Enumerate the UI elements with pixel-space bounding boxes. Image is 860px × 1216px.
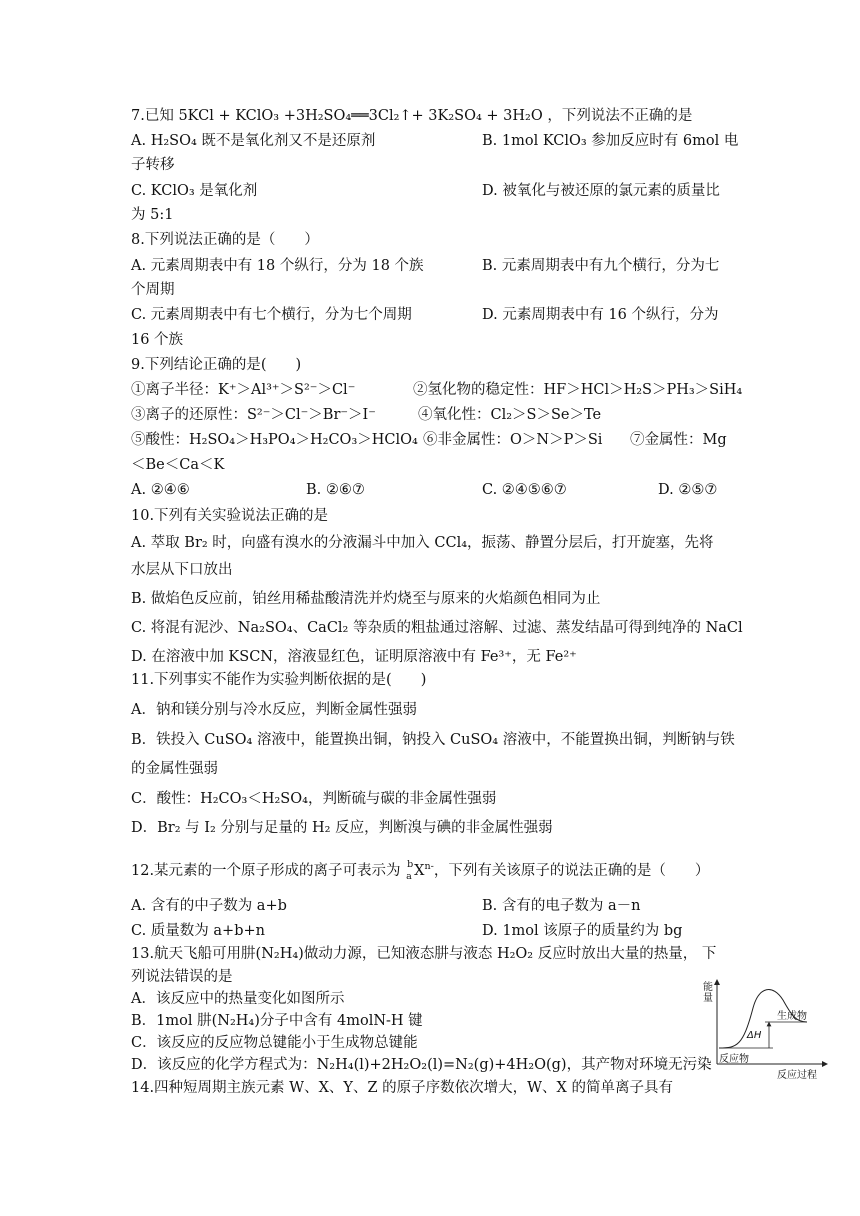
q11-option-d: D．Br₂ 与 I₂ 分别与足量的 H₂ 反应，判断溴与碘的非金属性强弱 <box>131 820 553 836</box>
q9-statement-7: ⑦金属性：Mg <box>630 432 727 448</box>
q10-option-b: B. 做焰色反应前，铂丝用稀盐酸清洗并灼烧至与原来的火焰颜色相同为止 <box>131 591 601 607</box>
q8-option-c: C. 元素周期表中有七个横行，分为七个周期 <box>131 307 412 323</box>
q11-option-b: B．铁投入 CuSO₄ 溶液中，能置换出铜，钠投入 CuSO₄ 溶液中，不能置换出铜，判断钠与铁 <box>131 732 735 748</box>
q9-option-a: A. ②④⑥ <box>131 482 190 498</box>
reactant-label: 反应物 <box>719 1054 749 1065</box>
q12-option-d: D. 1mol 该原子的质量约为 bg <box>482 923 683 939</box>
q12-stem-after: ，下列有关该原子的说法正确的是（ ） <box>433 863 710 879</box>
q9-statement-1: ①离子半径：K⁺＞Al³⁺＞S²⁻＞Cl⁻ <box>131 382 356 398</box>
q9-stem: 9.下列结论正确的是( ) <box>131 357 302 373</box>
q8-option-a: A. 元素周期表中有 18 个纵行，分为 18 个族 <box>131 258 424 274</box>
q8-option-d: D. 元素周期表中有 16 个纵行，分为 <box>482 307 719 323</box>
q9-statement-6: ⑥非金属性：O＞N＞P＞Si <box>423 432 603 448</box>
q8-option-b-cont: 个周期 <box>131 282 175 298</box>
q7-option-d-cont: 为 5:1 <box>131 207 174 223</box>
q11-option-a: A．钠和镁分别与冷水反应，判断金属性强弱 <box>131 702 417 718</box>
q7-option-a: A. H₂SO₄ 既不是氧化剂又不是还原剂 <box>131 133 376 149</box>
q12-isotope-notation <box>405 861 414 881</box>
q7-option-c: C. KClO₃ 是氧化剂 <box>131 183 258 199</box>
delta-h-label: ΔH <box>747 1030 762 1041</box>
q9-statement-2: ②氢化物的稳定性：HF＞HCl＞H₂S＞PH₃＞SiH₄ <box>413 382 743 398</box>
q8-option-d-cont: 16 个族 <box>131 332 184 348</box>
q12-stem <box>131 861 709 881</box>
x-axis-label: 反应过程 <box>777 1070 817 1081</box>
q12-option-b: B. 含有的电子数为 a－n <box>482 898 641 914</box>
q12-option-c: C. 质量数为 a+b+n <box>131 923 265 939</box>
q10-stem: 10.下列有关实验说法正确的是 <box>131 508 329 524</box>
q13-option-b: B．1mol 肼(N₂H₄)分子中含有 4molN-H 键 <box>131 1013 423 1029</box>
q9-option-c: C. ②④⑤⑥⑦ <box>482 482 567 498</box>
q13-stem-cont: 列说法错误的是 <box>131 969 233 985</box>
q12-ion-charge: n- <box>424 861 434 873</box>
q7-option-d: D. 被氧化与被还原的氯元素的质量比 <box>482 183 720 199</box>
q9-option-d: D. ②⑤⑦ <box>658 482 718 498</box>
q10-option-a: A. 萃取 Br₂ 时，向盛有溴水的分液漏斗中加入 CCl₄，振荡、静置分层后，打开旋塞，先将 <box>131 535 714 551</box>
q8-stem: 8.下列说法正确的是（ ） <box>131 232 319 248</box>
q13-option-a: A．该反应中的热量变化如图所示 <box>131 991 345 1007</box>
q7-stem: 7.已知 5KCl + KClO₃ +3H₂SO₄══3Cl₂↑+ 3K₂SO₄ + 3H₂O ，下列说法不正确的是 <box>131 108 693 124</box>
q9-statement-5: ⑤酸性：H₂SO₄＞H₃PO₄＞H₂CO₃＞HClO₄ <box>131 432 418 448</box>
q9-statement-3: ③离子的还原性：S²⁻＞Cl⁻＞Br⁻＞I⁻ <box>131 407 376 423</box>
q10-option-c: C. 将混有泥沙、Na₂SO₄、CaCl₂ 等杂质的粗盐通过溶解、过滤、蒸发结晶可得到纯净的 NaCl <box>131 620 743 636</box>
energy-diagram <box>703 978 833 1081</box>
q7-option-b-cont: 子转移 <box>131 157 175 173</box>
q12-stem-before: 12.某元素的一个原子形成的离子可表示为 <box>131 863 406 879</box>
q14-stem: 14.四种短周期主族元素 W、X、Y、Z 的原子序数依次增大，W、X 的简单离子具有 <box>131 1080 673 1096</box>
q10-option-a-cont: 水层从下口放出 <box>131 562 233 578</box>
q12-element-symbol: X <box>414 863 425 879</box>
q13-option-d: D．该反应的化学方程式为：N₂H₄(l)+2H₂O₂(l)=N₂(g)+4H₂O(g)，其产物对环境无污染 <box>131 1057 712 1073</box>
q11-option-c: C．酸性：H₂CO₃＜H₂SO₄，判断硫与碳的非金属性强弱 <box>131 791 497 807</box>
product-label: 生成物 <box>777 1011 807 1022</box>
q10-option-d: D. 在溶液中加 KSCN，溶液显红色，证明原溶液中有 Fe³⁺，无 Fe²⁺ <box>131 649 577 665</box>
q9-statement-4: ④氧化性：Cl₂＞S＞Se＞Te <box>418 407 602 423</box>
q9-statement-7-cont: ＜Be＜Ca＜K <box>131 457 225 473</box>
y-axis-label: 能量 <box>703 982 713 1004</box>
q7-option-b: B. 1mol KClO₃ 参加反应时有 6mol 电 <box>482 133 739 149</box>
q13-stem: 13.航天飞船可用肼(N₂H₄)做动力源，已知液态肼与液态 H₂O₂ 反应时放出大量的热量， 下 <box>131 946 717 962</box>
q13-option-c: C．该反应的反应物总键能小于生成物总键能 <box>131 1035 418 1051</box>
q11-option-b-cont: 的金属性强弱 <box>131 761 218 777</box>
q12-mass-number: b <box>407 859 414 870</box>
q8-option-b: B. 元素周期表中有九个横行，分为七 <box>482 258 720 274</box>
q12-option-a: A. 含有的中子数为 a+b <box>131 898 287 914</box>
q12-atomic-number: a <box>406 871 412 882</box>
q9-option-b: B. ②⑥⑦ <box>306 482 365 498</box>
q11-stem: 11.下列事实不能作为实验判断依据的是( ) <box>131 672 427 688</box>
